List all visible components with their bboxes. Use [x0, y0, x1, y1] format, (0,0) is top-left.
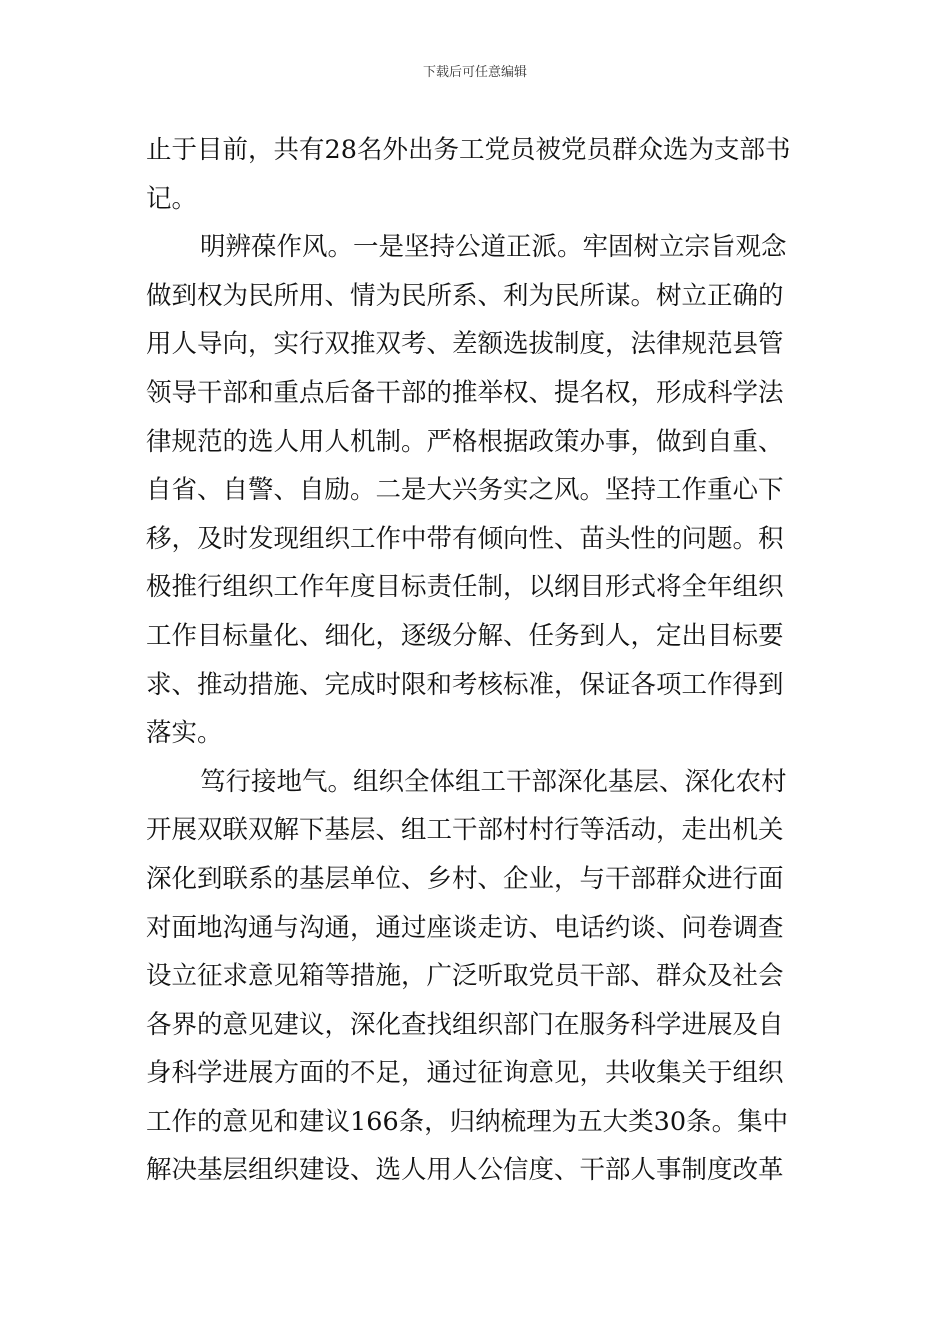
text-line: 做到权为民所用、情为民所系、利为民所谋。树立正确的 — [146, 280, 784, 311]
text-line: 各界的意见建议，深化查找组织部门在服务科学进展及自 — [146, 1009, 784, 1040]
text-line: 领导干部和重点后备干部的推举权、提名权，形成科学法 — [146, 377, 784, 408]
paragraph — [146, 758, 806, 1195]
text-line: 求、推动措施、完成时限和考核标准，保证各项工作得到 — [146, 669, 784, 700]
text-line: 自省、自警、自励。二是大兴务实之风。坚持工作重心下 — [146, 475, 784, 506]
paragraph — [146, 126, 806, 223]
text-line: 开展双联双解下基层、组工干部村村行等活动，走出机关 — [146, 815, 784, 846]
document-body — [146, 126, 806, 1195]
text-line: 工作的意见和建议166条，归纳梳理为五大类30条。集中 — [146, 1106, 789, 1137]
text-line: 落实。 — [146, 718, 223, 749]
text-line: 律规范的选人用人机制。严格根据政策办事，做到自重、 — [146, 426, 784, 457]
text-line: 深化到联系的基层单位、乡村、企业，与干部群众进行面 — [146, 863, 784, 894]
paragraph — [146, 223, 806, 758]
page-header: 下载后可任意编辑 — [422, 65, 527, 80]
text-line: 极推行组织工作年度目标责任制，以纲目形式将全年组织 — [146, 572, 784, 603]
text-line: 移，及时发现组织工作中带有倾向性、苗头性的问题。积 — [146, 523, 784, 554]
text-line: 对面地沟通与沟通，通过座谈走访、电话约谈、问卷调查 — [146, 912, 784, 943]
text-line: 解决基层组织建设、选人用人公信度、干部人事制度改革 — [146, 1155, 784, 1186]
text-line: 明辨葆作风。一是坚持公道正派。牢固树立宗旨观念 — [200, 232, 787, 263]
text-line: 工作目标量化、细化，逐级分解、任务到人，定出目标要 — [146, 620, 784, 651]
text-line: 记。 — [146, 183, 198, 214]
text-line: 笃行接地气。组织全体组工干部深化基层、深化农村 — [200, 766, 787, 797]
text-line: 身科学进展方面的不足，通过征询意见，共收集关于组织 — [146, 1058, 784, 1089]
text-line: 用人导向，实行双推双考、差额选拔制度，法律规范县管 — [146, 329, 784, 360]
text-line: 止于目前，共有28名外出务工党员被党员群众选为支部书 — [146, 135, 791, 165]
text-line: 设立征求意见箱等措施，广泛听取党员干部、群众及社会 — [146, 961, 784, 992]
